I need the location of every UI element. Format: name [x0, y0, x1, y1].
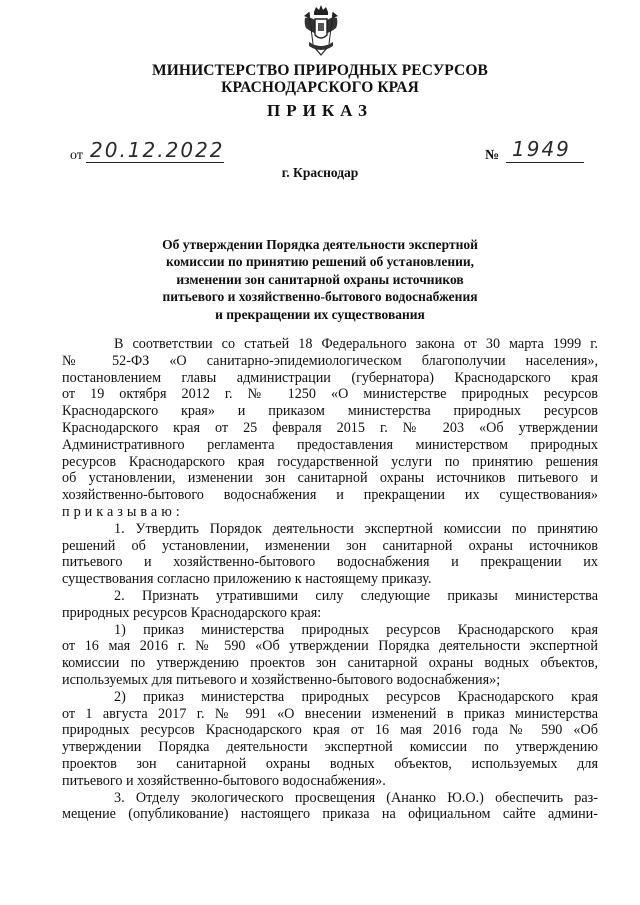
body-line: от 19 октября 2012 г. № 1250 «О министерстве природных ресурсов	[62, 386, 598, 403]
body-line: 1. Утвердить Порядок деятельности экспертной комиссии по принятию	[114, 520, 598, 537]
body-line: мещение (опубликование) настоящего приказа на официальном сайте админи-	[62, 806, 598, 823]
order-body	[62, 336, 598, 823]
body-line: питьевого и хозяйственно-бытового водоснабжения и прекращении их	[62, 554, 598, 571]
handwritten-date: 20.12.2022	[90, 138, 225, 162]
body-line: 2. Признать утратившими силу следующие приказы министерства	[114, 587, 598, 604]
body-line: комиссии по утверждению проектов зон санитарной охраны водных объектов,	[62, 655, 598, 672]
body-line: Краснодарского края» и приказом министерства природных ресурсов	[62, 403, 598, 420]
body-line: природных ресурсов Краснодарского края:	[62, 604, 322, 621]
body-line: приказываю:	[62, 503, 184, 520]
number-underline	[506, 162, 584, 163]
body-line: проектов зон санитарной охраны водных объектов, используемых для	[62, 755, 598, 772]
body-line: 1) приказ министерства природных ресурсов Краснодарского края	[114, 621, 598, 638]
krasnodar-coat-of-arms-icon	[301, 4, 341, 56]
number-label: №	[485, 148, 500, 163]
body-line: природных ресурсов Краснодарского края от 16 мая 2016 года № 590 «Об	[62, 722, 598, 739]
body-line: В соответствии со статьей 18 Федерального закона от 30 марта 1999 г.	[114, 336, 598, 352]
subject-line: и прекращении их существования	[215, 306, 425, 322]
subject-line: Об утверждении Порядка деятельности экспертной	[162, 237, 478, 252]
body-line: от 1 августа 2017 г. № 991 «О внесении изменений в приказ министерства	[62, 705, 598, 722]
subject-line: изменении зон санитарной охраны источников	[176, 271, 464, 287]
subject-line: комиссии по принятию решений об установлении,	[165, 254, 475, 270]
subject-line: питьевого и хозяйственно-бытового водоснабжения	[162, 289, 478, 305]
body-line: утверждении Порядка деятельности экспертной комиссии по утверждению	[62, 739, 598, 756]
ministry-name-line1: МИНИСТЕРСТВО ПРИРОДНЫХ РЕСУРСОВ	[152, 62, 488, 79]
body-line: 3. Отделу экологического просвещения (Ананко Ю.О.) обеспечить раз-	[114, 789, 598, 806]
order-title: ПРИКАЗ	[267, 101, 373, 120]
ministry-name-line2: КРАСНОДАРСКОГО КРАЯ	[221, 79, 419, 96]
body-line: ресурсов Краснодарского края государственной услуги по принятию решения	[62, 453, 598, 470]
date-number-row	[0, 134, 640, 164]
ministry-name	[0, 62, 640, 96]
body-line: существования согласно приложению к настоящему приказу.	[62, 571, 432, 588]
body-line: используемых для питьевого и хозяйственно-бытового водоснабжения»;	[62, 671, 501, 688]
body-line: хозяйственно-бытового водоснабжения и прекращении их существования»	[62, 487, 598, 504]
body-line: от 16 мая 2016 г. № 590 «Об утверждении Порядка деятельности экспертной	[62, 638, 598, 655]
order-subject	[0, 236, 640, 323]
body-line: Административного регламента предоставления министерством природных	[62, 436, 598, 453]
body-line: постановлением главы администрации (губернатора) Краснодарского края	[62, 369, 598, 386]
body-line: 2) приказ министерства природных ресурсов Краснодарского края	[114, 688, 598, 705]
date-underline	[86, 162, 224, 163]
body-line: питьевого и хозяйственно-бытового водоснабжения».	[62, 772, 386, 789]
body-line: об установлении, изменении зон санитарной охраны источников питьевого и	[62, 470, 598, 487]
date-prefix-label: от	[70, 148, 83, 163]
body-line: Краснодарского края от 25 февраля 2015 г. № 203 «Об утверждении	[62, 419, 598, 436]
city-label: г. Краснодар	[281, 165, 359, 180]
body-line: решений об установлении, изменении зон санитарной охраны источников	[62, 537, 598, 554]
body-line: № 52-ФЗ «О санитарно-эпидемиологическом благополучии населения»,	[62, 352, 598, 369]
handwritten-number: 1949	[512, 137, 571, 161]
